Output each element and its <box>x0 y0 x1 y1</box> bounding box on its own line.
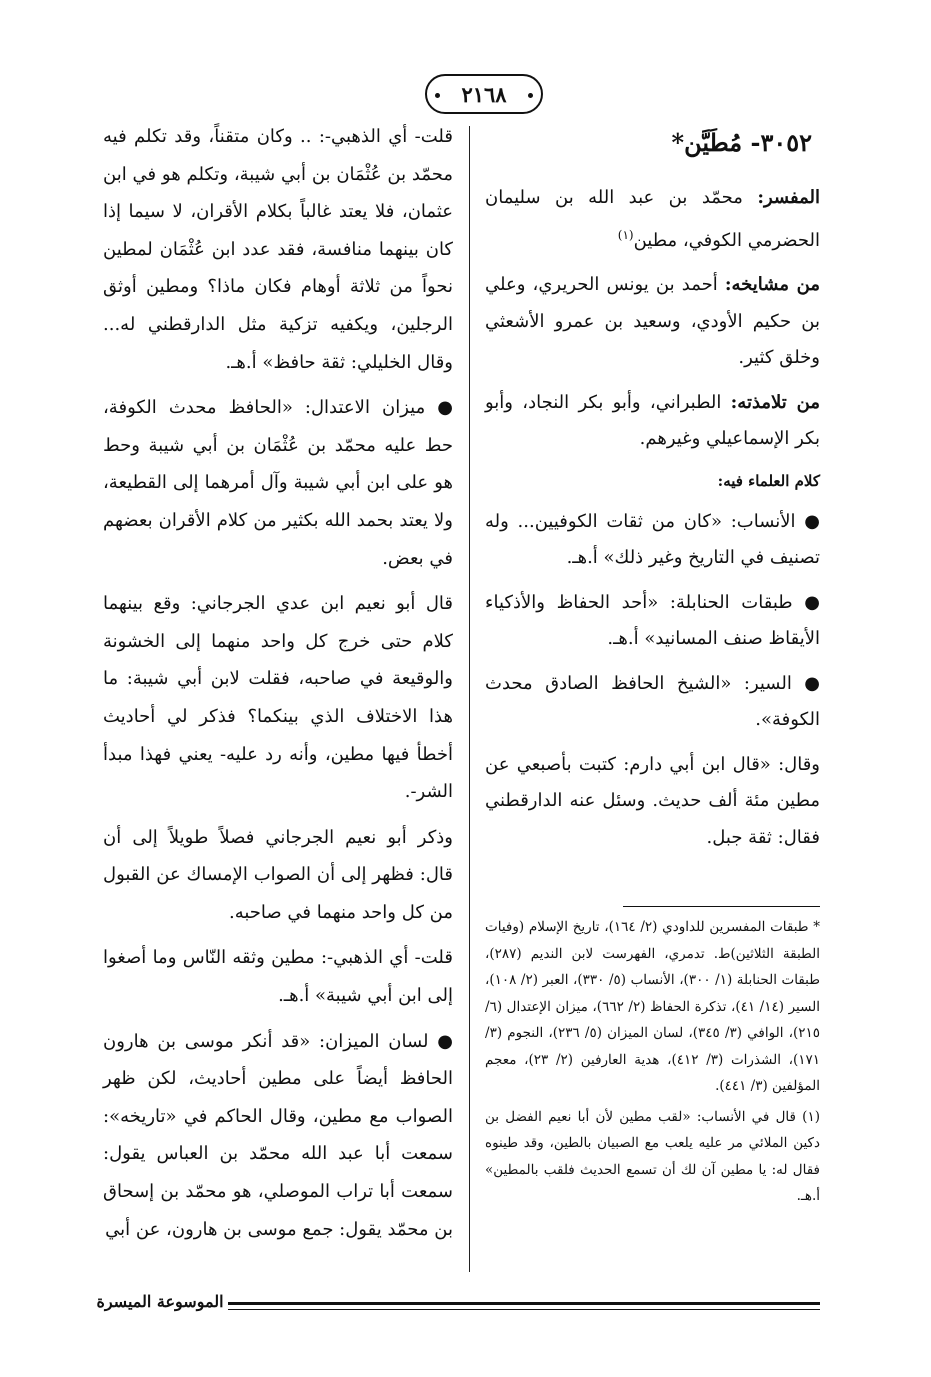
footnote-ref-1: (١) <box>617 227 634 242</box>
footnote-rule <box>623 906 820 907</box>
page-number-frame <box>425 74 543 114</box>
paragraph-siyar: ● السير: «الشيخ الحافظ الصادق محدث الكوفة». <box>485 672 820 730</box>
text-teachers: أحمد بن يونس الحريري، وعلي بن حكيم الأودي، وسعيد بن عمرو الأشعثي وخلق كثير. <box>485 274 820 368</box>
paragraph-jurjani: وذكر أبو نعيم الجرجاني فصلاً طويلاً إلى أن قال: فظهر إلى أن الصواب الإمساك عن القبول من كل واحد منهما في صاحبه. <box>103 826 453 923</box>
paragraph-ibn-abi-darim: وقال: «قال ابن أبي دارم: كتبت بأصبعي عن مطين مئة ألف حديث. وسئل عنه الدارقطني فقال: ثقة جبل. <box>485 753 820 848</box>
scholars-heading: كلام العلماء فيه: <box>717 471 820 490</box>
footer-rule-thick <box>228 1302 820 1305</box>
paragraph-mufassir <box>485 180 820 259</box>
paragraph-ansab: ● الأنساب: «كان من ثقات الكوفيين... وله تصنيف في التاريخ وغير ذلك» أ.هـ. <box>485 510 820 568</box>
footnotes <box>485 914 820 1214</box>
column-divider <box>469 126 470 1272</box>
paragraph-teachers <box>485 267 820 377</box>
text-mufassir: محمّد بن عبد الله بن سليمان الحضرمي الكوفي، مطين <box>485 187 820 251</box>
paragraph-lisan: ● لسان الميزان: «قد أنكر موسى بن هارون الحافظ أيضاً على مطين أحاديث، لكن ظهر الصواب مع مطين، وقال الحاكم في «تاريخه»: سمعت أبا عبد الله محمّد بن العباس يقول: سمعت أبا تراب الموصلي، هو محمّد بن إسحاق بن محمّد يقول: جمع موسى بن هارون، عن أبي <box>103 1030 453 1240</box>
paragraph-abu-nuaym: قال أبو نعيم ابن عدي الجرجاني: وقع بينهما كلام حتى خرج كل واحد منهما إلى الخشونة والوقيعة في صاحبه، فقلت لابن أبي شيبة: ما هذا الاختلاف الذي بينكما؟ فذكر لي أحاديث أخطأ فيها مطين، وأنه رد عليه- يعني فهذا مبدأ الشر-. <box>103 593 453 803</box>
paragraph-dhahabi-2: قلت- أي الذهبي-: مطين وثقه النّاس وما أصغوا إلى ابن أبي شيبة» أ.هـ. <box>103 947 453 1007</box>
paragraph-mizan: ● ميزان الاعتدال: «الحافظ محدث الكوفة، حط عليه محمّد بن عُثْمَان بن أبي شيبة وحط هو على ابن أبي شيبة وآل أمرهما إلى القطيعة، ولا يعتد بحمد الله بكثير من كلام الأقران بعضهم في بعض. <box>103 397 453 569</box>
footnote-sources: * طبقات المفسرين للداودي (٢/ ١٦٤)، تاريخ الإسلام (وفيات الطبقة الثلاثين)ط. تدمري، الفهرست لابن النديم (٢٨٧)، طبقات الحنابلة (١/ ٣٠٠)، الأنساب (٥/ ٣٣٠)، العبر (٢/ ١٠٨)، السير (١٤/ ٤١)، تذكرة الحفاظ (٢/ ٦٦٢)، ميزان الإعتدال (٦/ ٢١٥)، الوافي (٣/ ٣٤٥)، لسان الميزان (٥/ ٢٣٦)، النجوم (٣/ ١٧١)، الشذرات (٣/ ٤١٢)، هدية العارفين (٢/ ٢٣)، معجم المؤلفين (٣/ ٤٤١). <box>485 919 821 1094</box>
left-column <box>103 118 453 1256</box>
paragraph-students <box>485 385 820 458</box>
entry-title: ٣٠٥٢- مُطَيَّن* <box>671 128 812 157</box>
paragraph-tabaqat: ● طبقات الحنابلة: «أحد الحفاظ والأذكياء الأيقاظ صنف المسانيد» أ.هـ. <box>485 591 820 649</box>
footnote-1: (١) قال في الأنساب: «لقب مطين لأن أبا نعيم الفضل بن دكين الملائي مر عليه يلعب مع الصبيان بالطين، وقد طينوه فقال له: يا مطين آن لك أن تسمع الحديث فلقب بالمطين» أ.هـ. <box>485 1108 820 1204</box>
page-number: ٢١٦٨ <box>461 81 507 107</box>
label-students: من تلامذته: <box>730 391 820 413</box>
series-title: الموسوعة الميسرة <box>96 1292 224 1311</box>
paragraph-dhahabi: قلت- أي الذهبي-: .. وكان متقناً، وقد تكلم فيه محمّد بن عُثْمَان بن أبي شيبة، وتكلم هو في ابن عثمان، فلا يعتد غالباً بكلام الأقران، لا سيما إذا كان بينهما منافسة، فقد عدد ابن عُثْمَان لمطين نحواً من ثلاثة أوهام فكان ماذا؟ ومطين أوثق الرجلين، ويكفيه تزكية مثل الدارقطني له... وقال الخليلي: ثقة حافظ» أ.هـ. <box>103 126 453 373</box>
text-students: الطبراني، وأبو بكر النجاد، وأبو بكر الإسماعيلي وغيرهم. <box>485 391 820 449</box>
label-teachers: من مشايخه: <box>724 274 820 295</box>
label-mufassir: المفسر: <box>757 187 820 208</box>
right-column <box>485 118 820 864</box>
footer-rule-thin <box>228 1309 820 1310</box>
